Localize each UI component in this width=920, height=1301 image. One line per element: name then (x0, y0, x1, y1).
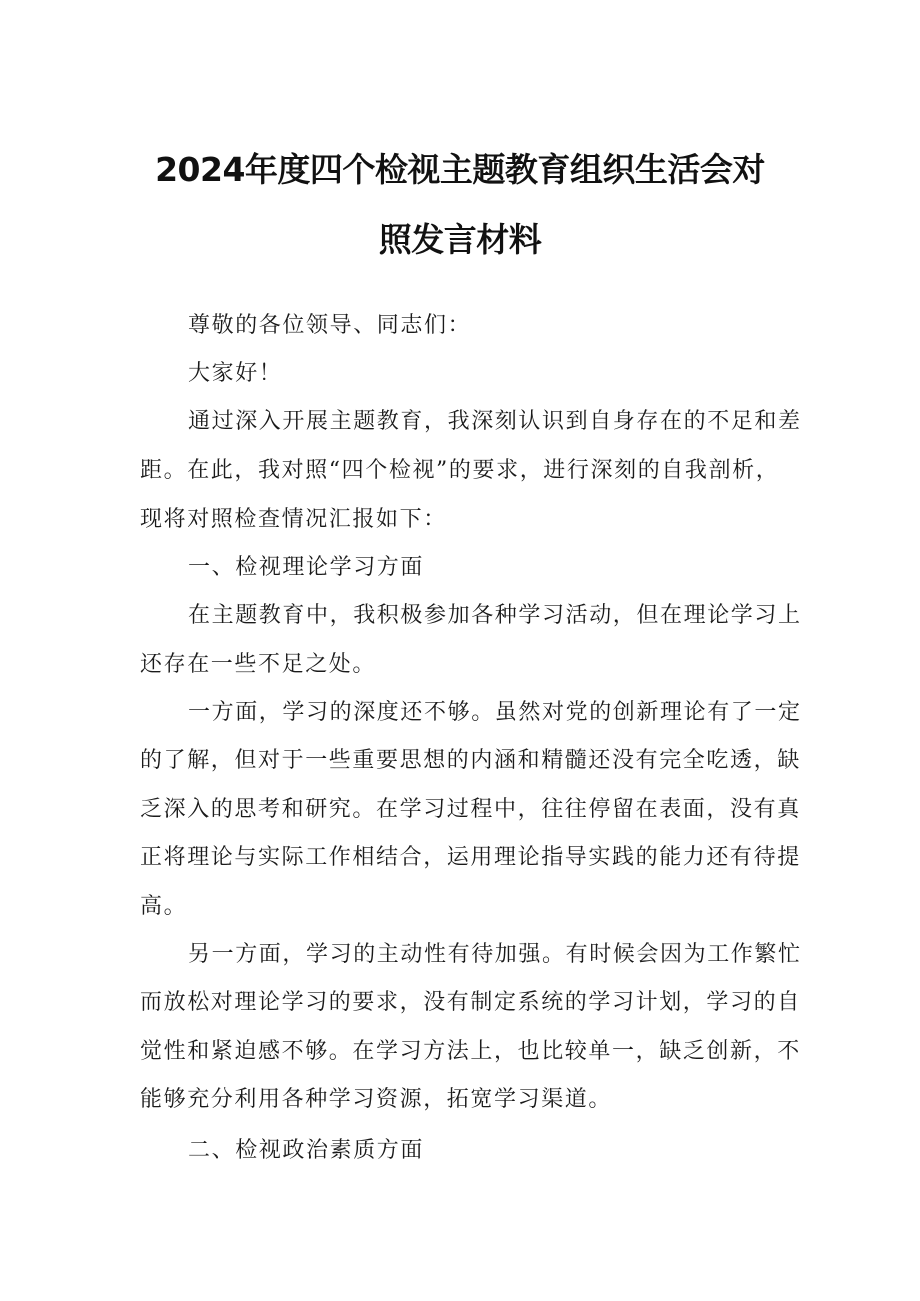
section-1-para-3-line: 而放松对理论学习的要求，没有制定系统的学习计划，学习的自 (140, 990, 801, 1015)
intro-line: 距。在此，我对照“四个检视”的要求，进行深刻的自我剖析， (140, 458, 780, 483)
section-1-para-2-line: 正将理论与实际工作相结合，运用理论指导实践的能力还有待提 (140, 845, 801, 870)
section-1-heading: 一、检视理论学习方面 (188, 555, 425, 580)
section-1-para-2-line: 乏深入的思考和研究。在学习过程中，往往停留在表面，没有真 (140, 797, 801, 822)
intro-line: 现将对照检查情况汇报如下： (140, 507, 447, 532)
salutation: 尊敬的各位领导、同志们： (188, 313, 472, 338)
section-1-para-2-line: 一方面，学习的深度还不够。虽然对党的创新理论有了一定 (188, 700, 802, 725)
section-1-para-1-line: 在主题教育中，我积极参加各种学习活动，但在理论学习上 (188, 603, 802, 628)
document-title-line-2: 照发言材料 (378, 220, 542, 259)
section-2-heading: 二、检视政治素质方面 (188, 1138, 425, 1163)
section-1-para-3-line: 另一方面，学习的主动性有待加强。有时候会因为工作繁忙 (188, 942, 802, 967)
section-1-para-2-line: 的了解，但对于一些重要思想的内涵和精髓还没有完全吃透，缺 (140, 748, 801, 773)
section-1-para-3-line: 能够充分利用各种学习资源，拓宽学习渠道。 (140, 1087, 613, 1112)
document-title-line-1: 2024年度四个检视主题教育组织生活会对 (155, 150, 765, 189)
section-1-para-3-line: 觉性和紧迫感不够。在学习方法上，也比较单一，缺乏创新，不 (140, 1039, 801, 1064)
section-1-para-2-line: 高。 (140, 894, 188, 919)
intro-line: 通过深入开展主题教育，我深刻认识到自身存在的不足和差 (188, 409, 802, 434)
greeting: 大家好！ (188, 361, 283, 386)
section-1-para-1-line: 还存在一些不足之处。 (140, 652, 377, 677)
